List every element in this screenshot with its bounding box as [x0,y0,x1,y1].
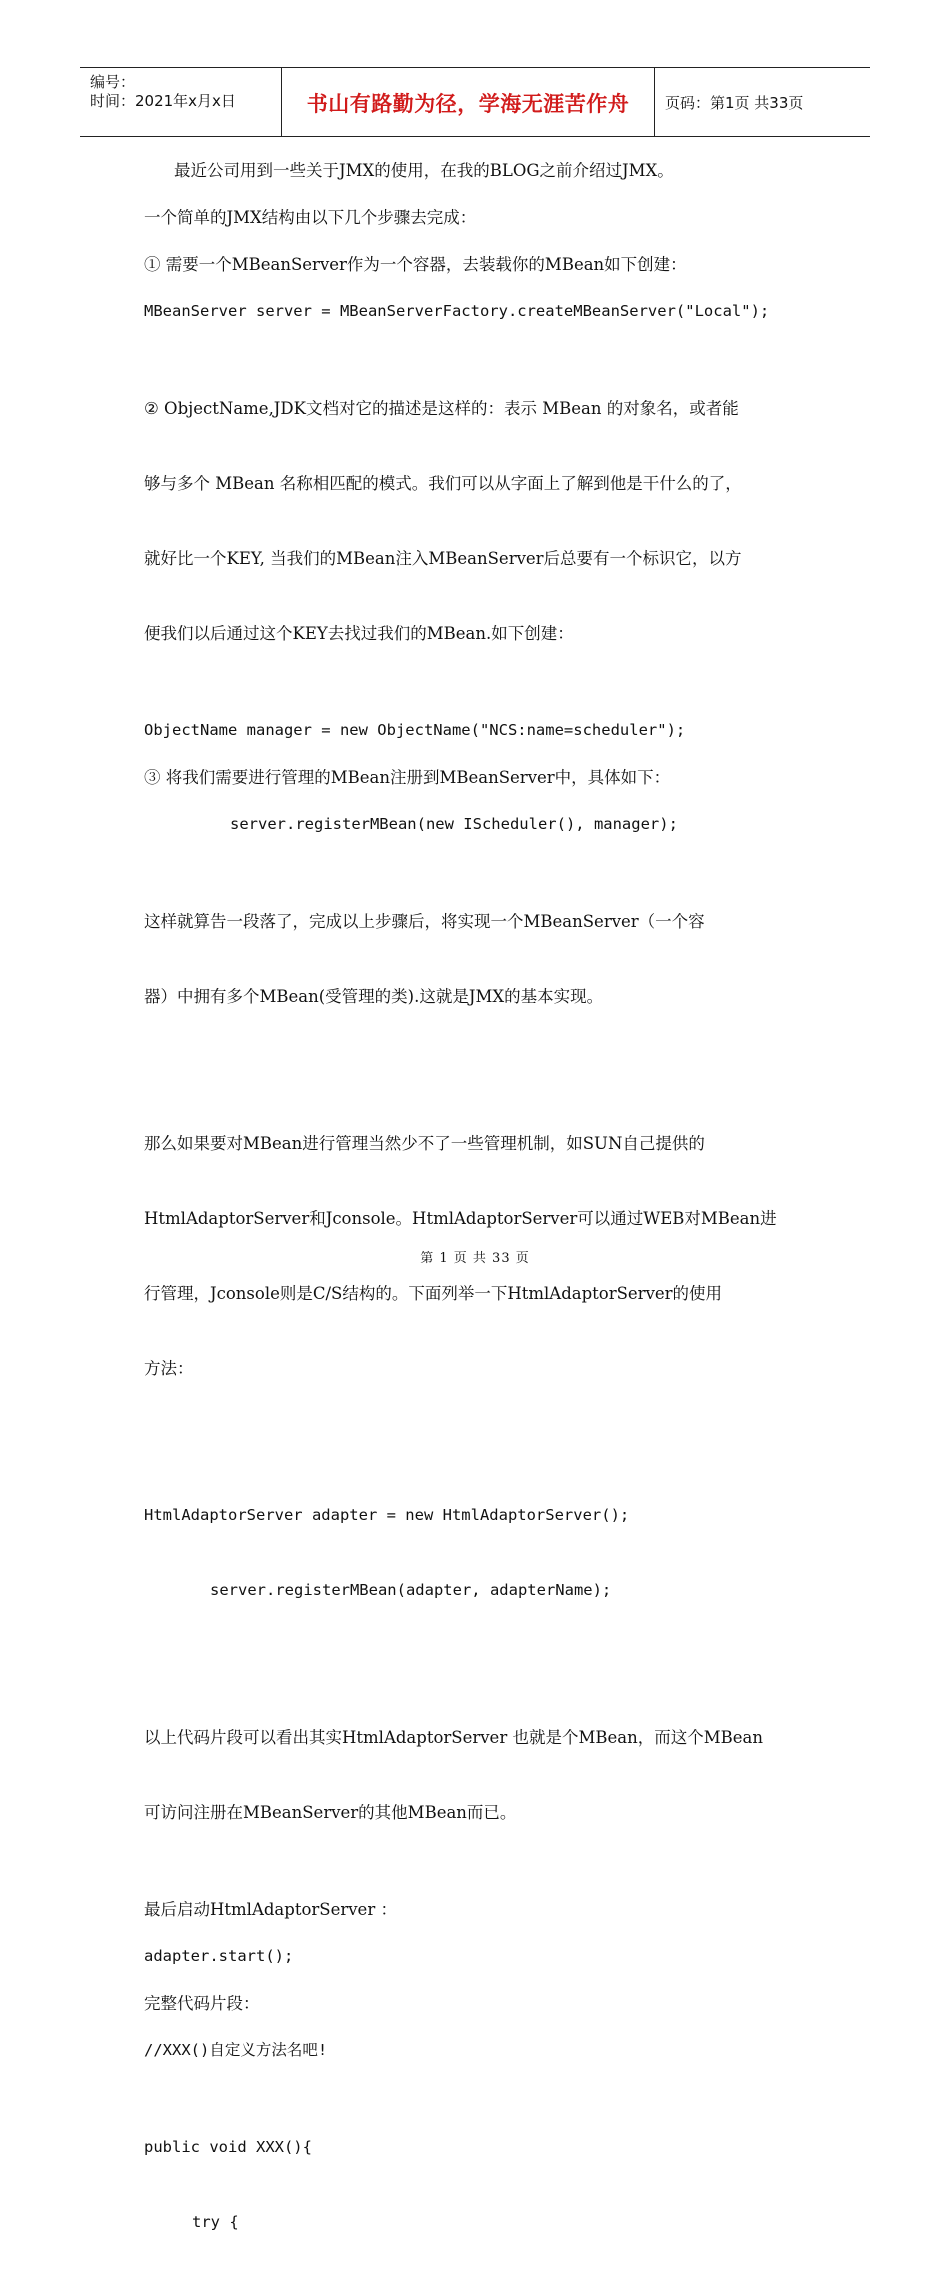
paragraph-step-1: ① 需要一个MBeanServer作为一个容器，去装载你的MBean如下创建： [144,255,687,274]
paragraph-line: 行管理，Jconsole则是C/S结构的。下面列举一下HtmlAdaptorServer的使用 [144,1284,723,1303]
page-footer: 第 1 页 共 33 页 [420,1251,530,1266]
paragraph-line: 可访问注册在MBeanServer的其他MBean而已。 [144,1803,517,1822]
header-motto-cell [282,68,655,136]
code-create-objectname: ObjectName manager = new ObjectName("NCS:name=scheduler"); [144,721,686,739]
code-line: try { [192,2213,239,2231]
paragraph-line: 便我们以后通过这个KEY去找过我们的MBean.如下创建： [144,624,574,643]
paragraph-summary [144,859,824,1059]
paragraph-intro: 最近公司用到一些关于JMX的使用，在我的BLOG之前介绍过JMX。 [174,161,674,180]
code-create-mbeanserver: MBeanServer server = MBeanServerFactory.createMBeanServer("Local"); [144,302,770,320]
code-comment: //XXX()自定义方法名吧! [144,2041,328,2059]
document-date-label: 时间：2021年x月x日 [90,92,236,110]
header-info-cell [80,68,282,136]
paragraph-line: ② ObjectName,JDK文档对它的描述是这样的：表示 MBean 的对象名，或者能 [144,399,739,418]
code-adapter-start: adapter.start(); [144,1947,294,1965]
code-method-block [144,2085,824,2285]
header-motto: 书山有路勤为径，学海无涯苦作舟 [306,92,630,116]
code-line: server.registerMBean(adapter, adapterName); [210,1581,612,1599]
paragraph-line: 以上代码片段可以看出其实HtmlAdaptorServer 也就是个MBean，而这个MBean [144,1728,763,1747]
document-number-label: 编号： [90,73,136,91]
paragraph-line: 器）中拥有多个MBean(受管理的类).这就是JMX的基本实现。 [144,987,604,1006]
code-register-mbean: server.registerMBean(new IScheduler(), manager); [230,815,678,833]
header-page-number: 页码：第1页 共33页 [665,94,804,112]
code-line: HtmlAdaptorServer adapter = new HtmlAdaptorServer(); [144,1506,630,1524]
paragraph-full-code: 完整代码片段： [144,1994,260,2013]
paragraph-structure: 一个简单的JMX结构由以下几个步骤去完成： [144,208,477,227]
code-line: public void XXX(){ [144,2138,312,2156]
header-page-cell [655,68,870,136]
paragraph-step-2 [144,346,824,696]
paragraph-step-3: ③ 将我们需要进行管理的MBean注册到MBeanServer中，具体如下： [144,768,671,787]
document-body [144,158,824,2285]
paragraph-line: 方法： [144,1359,194,1378]
paragraph-line: 这样就算告一段落了，完成以上步骤后，将实现一个MBeanServer（一个容 [144,912,705,931]
paragraph-adaptor-note [144,1675,824,1875]
paragraph-line: 那么如果要对MBean进行管理当然少不了一些管理机制，如SUN自己提供的 [144,1134,705,1153]
document-header [80,67,870,137]
code-html-adaptor [144,1453,824,1653]
paragraph-line: HtmlAdaptorServer和Jconsole。HtmlAdaptorServer可以通过WEB对MBean进 [144,1209,777,1228]
paragraph-line: 够与多个 MBean 名称相匹配的模式。我们可以从字面上了解到他是干什么的了， [144,474,742,493]
paragraph-start-adaptor: 最后启动HtmlAdaptorServer ： [144,1900,397,1919]
paragraph-line: 就好比一个KEY, 当我们的MBean注入MBeanServer后总要有一个标识它，以方 [144,549,742,568]
